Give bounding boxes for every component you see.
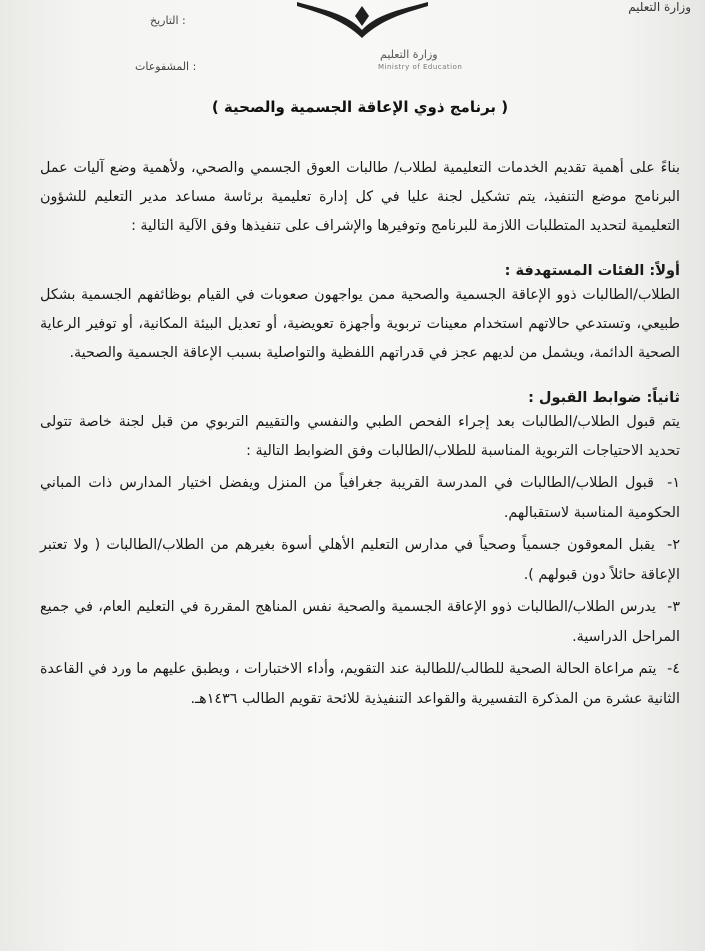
list-item-text: يتم مراعاة الحالة الصحية للطالب/للطالبة عند التقويم، وأداء الاختبارات ، ويطبق عليهم ما ورد في القاعدة الثانية عشرة من المذكرة التفسيرية والقواعد التنفيذية للائحة تقويم الطالب ١٤٣٦هـ.: [40, 661, 680, 707]
attachments-label: المشفوعات :: [135, 60, 197, 73]
list-item-text: يدرس الطلاب/الطالبات ذوو الإعاقة الجسمية والصحية نفس المناهج المقررة في التعليم العام، في جميع المراحل الدراسية.: [40, 599, 680, 645]
intro-paragraph: بناءً على أهمية تقديم الخدمات التعليمية لطلاب/ طالبات العوق الجسمي والصحي، ولأهمية وضع آليات عمل البرنامج موضع التنفيذ، يتم تشكيل لجنة عليا في كل إدارة تعليمية برئاسة مساعد مدير التعليم للشؤون التعليمية لتحديد المتطلبات اللازمة للبرنامج وتوفيرها والإشراف على تنفيذها وفق الآلية التالية :: [40, 160, 680, 234]
list-item-number: ٤-: [667, 661, 680, 677]
list-item-text: قبول الطلاب/الطالبات في المدرسة القريبة جغرافياً من المنزل ويفضل اختيار المدارس ذات المباني الحكومية المناسبة لاستقبالهم.: [40, 475, 680, 521]
list-item-text: يقبل المعوقون جسمياً وصحياً في مدارس التعليم الأهلي أسوة بغيرهم من الطلاب/الطالبات ( ولا تعتبر الإعاقة حائلاً دون قبولهم ).: [40, 537, 680, 583]
list-item: [40, 530, 680, 590]
book-logo-icon: [295, 0, 430, 40]
list-item: [40, 468, 680, 528]
list-item: [40, 592, 680, 652]
logo-ministry-name: وزارة التعليم: [380, 48, 438, 61]
section-1-text: الطلاب/الطالبات ذوو الإعاقة الجسمية والصحية ممن يواجهون صعوبات في القيام بوظائفهم الجسمية بشكل طبيعي، وتستدعي حالاتهم استخدام معينات تربوية وأجهزة تعويضية، أو تعديل البيئة المكانية، أو توفير الرعاية الصحية الدائمة، ويشمل من لديهم عجز في قدراتهم اللفظية والتواصلية بسبب الإعاقة الجسمية والصحية.: [40, 287, 680, 361]
section-1-heading: أولاً: الفئات المستهدفة :: [504, 263, 680, 279]
date-label: التاريخ :: [150, 14, 186, 27]
letterhead: [0, 0, 705, 82]
list-item-number: ٢-: [667, 537, 680, 553]
section-2-text: يتم قبول الطلاب/الطالبات بعد إجراء الفحص الطبي والنفسي والتقييم التربوي من قبل لجنة خاصة تتولى تحديد الاحتياجات التربوية المناسبة للطلاب/الطالبات وفق الضوابط التالية :: [40, 414, 680, 459]
document-body: [40, 98, 680, 714]
section-2-heading: ثانياً: ضوابط القبول :: [528, 390, 680, 406]
logo-ministry-name-en: Ministry of Education: [378, 63, 463, 71]
list-item-number: ٣-: [667, 599, 680, 615]
list-item-number: ١-: [667, 475, 680, 491]
admission-rules-list: [40, 468, 680, 714]
ministry-name-top: وزارة التعليم: [628, 0, 691, 14]
list-item: [40, 654, 680, 714]
document-title: ( برنامج ذوي الإعاقة الجسمية والصحية ): [211, 98, 509, 116]
